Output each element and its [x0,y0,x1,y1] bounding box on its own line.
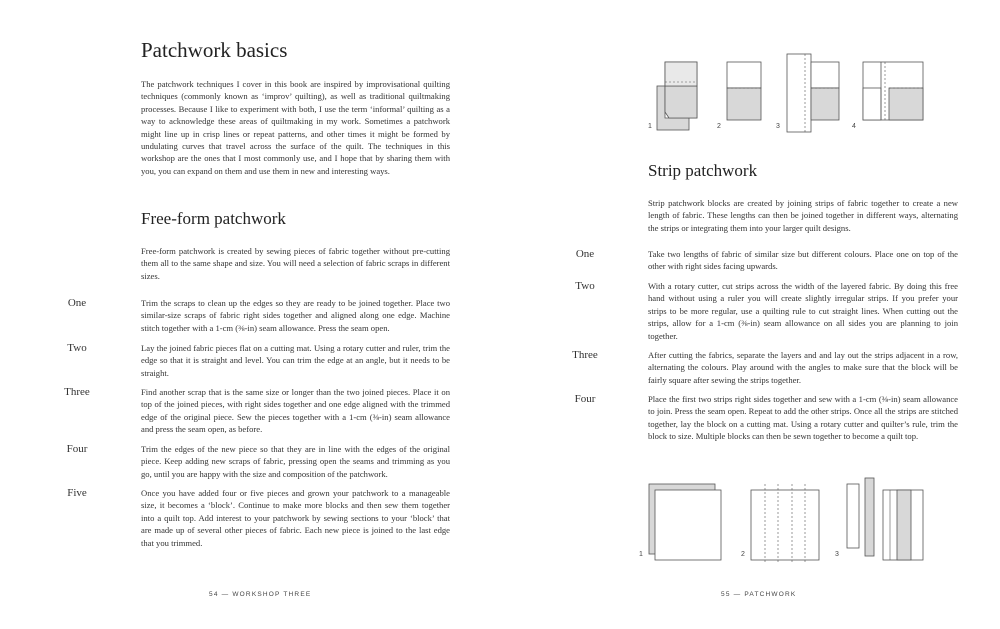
step-text-four: Trim the edges of the new piece so that they are in line with the edges of the original piece. Keep adding new scraps of fabric, pressing open the seams and trimming as you go, until you are happy with the size and composition of the patchwork. [141,444,450,479]
step-text-three: Find another scrap that is the same size or longer than the two joined pieces. Place it on top of the joined pieces, with right sides together and one edge aligned with the trimmed edge of the original piece. Sew the pieces together with a 1-cm (⅜-in) seam allowance and press the seam open, as before. [141,387,450,435]
strip-step-label-three: Three [572,349,598,361]
page-folio-left: 54 — WORKSHOP THREE [209,591,312,598]
page-title: Patchwork basics [141,38,288,62]
free-form-figure-3 [787,54,839,132]
strip-step-label-one: One [575,248,595,260]
strip-step-label-two: Two [575,280,595,292]
top-figure-number-1: 1 [648,123,652,130]
strip-step-label-four: Four [574,393,596,405]
step-label-five: Five [67,487,87,499]
free-form-figure-2 [727,62,761,120]
free-form-steps-illustration [645,52,965,132]
strip-figure-3 [847,478,874,556]
step-text-two: Lay the joined fabric pieces flat on a cutting mat. Using a rotary cutter and ruler, trim the edge so that it is straight and level. You can trim the edge at an angle, but it needs to be straight. [141,343,450,378]
bottom-figure-number-2: 2 [741,551,745,558]
top-figure-number-4: 4 [852,123,856,130]
bottom-figure-number-3: 3 [835,551,839,558]
step-label-two: Two [67,342,87,354]
intro-paragraph: The patchwork techniques I cover in this book are inspired by improvisational quilting techniques (commonly known as ‘improv’ quilting), as well as traditional quiltmaking processes. Because I like to experiment with both, I use the term ‘informal’ quilting as a way to acknowledge these areas of quiltmaking in my work. Sometimes a patchwork might line up in crisp lines or repeat patterns, and other times it might be formed by undulating curves that travel across the surface of the quilt. The techniques in this workshop are the ones that I most commonly use, and I hope that by sharing them with you, you can expand on them and use them in new and interesting ways. [141,79,450,176]
strip-step-text-one: Take two lengths of fabric of similar size but different colours. Place one on top of the other with right sides facing upwards. [648,249,958,272]
strip-step-text-two: With a rotary cutter, cut strips across the width of the layered fabric. By doing this free hand without using a ruler you will create slightly irregular strips. If you prefer your strips to be more regular, use a quilting rule to cut straight lines. When cutting out the strips, allow for a 1-cm (⅜-in) seam allowance on all sides you are planning to join together. [648,281,958,341]
strip-figure-4 [883,490,923,560]
free-form-figure-4 [863,62,923,120]
strip-figure-1 [649,484,721,560]
strip-figure-2 [751,484,819,564]
strip-steps-illustration [635,472,955,562]
page-folio-right: 55 — PATCHWORK [721,591,797,598]
top-figure-number-3: 3 [776,123,780,130]
step-label-four: Four [66,443,88,455]
free-form-figure-1 [657,62,697,130]
bottom-figure-number-1: 1 [639,551,643,558]
section-title-strip: Strip patchwork [648,161,758,180]
section-title-free-form: Free-form patchwork [141,209,286,228]
section-intro-paragraph: Free-form patchwork is created by sewing pieces of fabric together without pre-cutting them all to the same shape and size. You will need a selection of fabric scraps in different sizes. [141,246,450,281]
strip-step-text-three: After cutting the fabrics, separate the layers and and lay out the strips adjacent in a row, alternating the colours. Play around with the angles to make sure that the block will be fairly square after sewing the strips together. [648,350,958,385]
strip-intro-paragraph: Strip patchwork blocks are created by joining strips of fabric together to create a new length of fabric. These lengths can then be joined together in different ways, alternating the strips or integrating them into your larger quilt designs. [648,198,958,233]
step-text-five: Once you have added four or five pieces and grown your patchwork to a manageable size, it becomes a ‘block’. Continue to make more blocks and then sew them together into a quilt top. Add interest to your patchwork by sewing sections to your ‘block’ that are made up of several other pieces of fabric. Each new piece is joined to the last edge that you trimmed. [141,488,450,548]
top-figure-number-2: 2 [717,123,721,130]
step-label-one: One [67,297,87,309]
step-text-one: Trim the scraps to clean up the edges so they are ready to be joined together. Place two similar-size scraps of fabric right sides together and aligned along one edge. Machine stitch together with a 1-cm (⅜-in) seam allowance. Press the seam open. [141,298,450,333]
right-page [500,0,1000,629]
step-label-three: Three [64,386,90,398]
strip-step-text-four: Place the first two strips right sides together and sew with a 1-cm (⅜-in) seam allowance to join. Press the seam open. Repeat to add the other strips. Once all the strips are stitched together, lay the block on a cutting mat. Using a rotary cutter and quilter’s rule, trim the block to size. Multiple blocks can then be sewn together to become a quilt top. [648,394,958,442]
